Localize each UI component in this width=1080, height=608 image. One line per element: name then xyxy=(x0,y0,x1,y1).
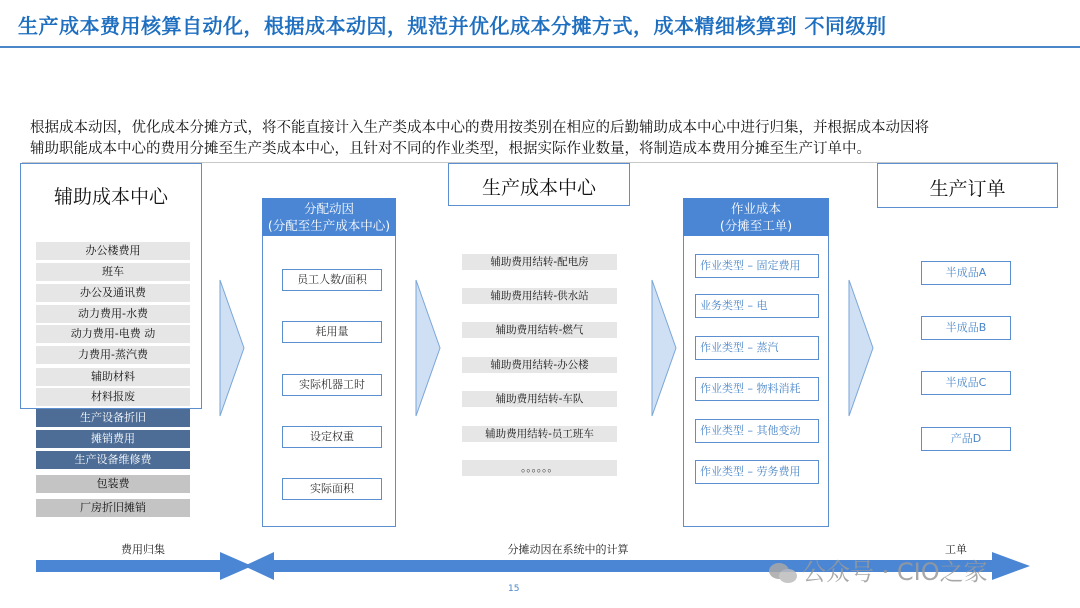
order-item: 半成品C xyxy=(921,371,1011,395)
production-item: 辅助费用结转-员工班车 xyxy=(462,426,617,442)
work-cost-title: 作业成本 xyxy=(730,201,781,216)
work-item: 作业类型 – 固定费用 xyxy=(695,254,819,278)
aux-item: 摊销费用 xyxy=(36,430,190,448)
work-cost-header xyxy=(683,198,829,236)
aux-item: 力费用-蒸汽费 xyxy=(36,346,190,364)
production-item-ellipsis: 。。。。。。 xyxy=(462,460,617,476)
work-item: 作业类型 – 蒸汽 xyxy=(695,336,819,360)
aux-item: 包装费 xyxy=(36,475,190,493)
aux-item: 动力费用-水费 xyxy=(36,305,190,323)
flow-chevron-2 xyxy=(414,278,444,418)
work-item: 作业类型 – 其他变动 xyxy=(695,419,819,443)
watermark-text: 公众号 · CIO之家 xyxy=(802,558,988,586)
aux-item: 办公楼费用 xyxy=(36,242,190,260)
driver-item: 实际机器工时 xyxy=(282,374,382,396)
aux-item: 辅助材料 xyxy=(36,368,190,386)
page-number: 15 xyxy=(508,584,520,594)
bottom-label-collection: 费用归集 xyxy=(121,543,165,556)
intro-paragraph xyxy=(30,118,1060,160)
intro-line-2: 辅助职能成本中心的费用分摊至生产类成本中心，且针对不同的作业类型，根据实际作业数量，将制造成本费用分摊至生产订单中。 xyxy=(30,141,871,157)
order-item: 产品D xyxy=(921,427,1011,451)
work-item: 业务类型 – 电 xyxy=(695,294,819,318)
bottom-label-calculation: 分摊动因在系统中的计算 xyxy=(507,543,629,556)
driver-item: 员工人数/面积 xyxy=(282,269,382,291)
driver-item: 耗用量 xyxy=(282,321,382,343)
flow-chevron-1 xyxy=(218,278,248,418)
orders-title: 生产订单 xyxy=(929,178,1006,200)
aux-item: 生产设备维修费 xyxy=(36,451,190,469)
production-center-title: 生产成本中心 xyxy=(481,177,596,199)
work-cost-subtitle: (分摊至工单) xyxy=(719,218,793,233)
bottom-label-work-order: 工单 xyxy=(945,543,967,556)
aux-item: 材料报废 xyxy=(36,388,190,406)
aux-item: 办公及通讯费 xyxy=(36,284,190,302)
order-item: 半成品B xyxy=(921,316,1011,340)
work-item: 作业类型 – 物料消耗 xyxy=(695,377,819,401)
wechat-icon xyxy=(768,562,798,584)
drivers-header xyxy=(262,198,396,236)
aux-item: 生产设备折旧 xyxy=(36,409,190,427)
page-title: 生产成本费用核算自动化，根据成本动因，规范并优化成本分摊方式，成本精细核算到 不同级别 xyxy=(18,14,887,38)
aux-item: 动力费用-电费 动 xyxy=(36,325,190,343)
aux-item: 班车 xyxy=(36,263,190,281)
flow-chevron-4 xyxy=(847,278,877,418)
production-item: 辅助费用结转-燃气 xyxy=(462,322,617,338)
intro-line-1: 根据成本动因，优化成本分摊方式，将不能直接计入生产类成本中心的费用按类别在相应的后勤辅助成本中心中进行归集，并根据成本动因将 xyxy=(30,120,929,136)
aux-center-title: 辅助成本中心 xyxy=(53,186,168,208)
watermark xyxy=(768,552,988,587)
drivers-title: 分配动因 xyxy=(303,201,354,216)
drivers-subtitle: (分配至生产成本中心) xyxy=(267,218,391,233)
driver-item: 实际面积 xyxy=(282,478,382,500)
work-item: 作业类型 – 劳务费用 xyxy=(695,460,819,484)
title-divider xyxy=(0,46,1080,48)
order-item: 半成品A xyxy=(921,261,1011,285)
aux-item: 厂房折旧摊销 xyxy=(36,499,190,517)
production-item: 辅助费用结转-配电房 xyxy=(462,254,617,270)
production-item: 辅助费用结转-供水站 xyxy=(462,288,617,304)
flow-chevron-3 xyxy=(650,278,680,418)
production-item: 辅助费用结转-办公楼 xyxy=(462,357,617,373)
driver-item: 设定权重 xyxy=(282,426,382,448)
production-item: 辅助费用结转-车队 xyxy=(462,391,617,407)
